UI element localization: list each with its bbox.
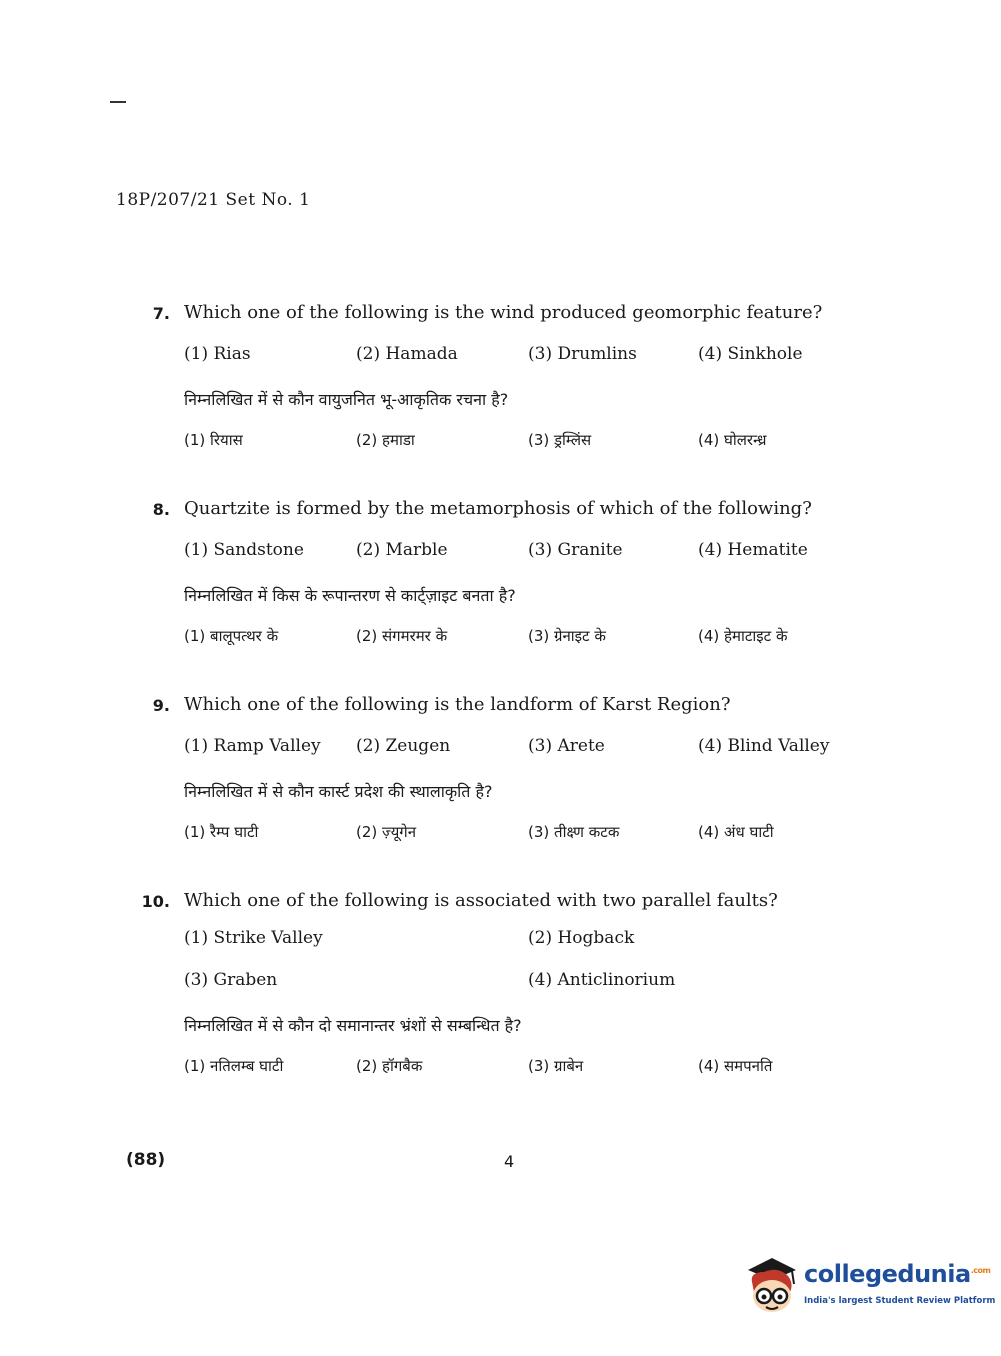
question-7 — [136, 302, 856, 460]
page-number: 4 — [504, 1152, 515, 1171]
option-3-hindi: (3) ग्रेनाइट के — [528, 627, 606, 645]
brand-tagline: India's largest Student Review Platform — [804, 1296, 996, 1306]
option-1-hindi: (1) रियास — [184, 431, 243, 449]
options-english-row-2 — [136, 970, 856, 1000]
options-english-row-1 — [136, 928, 856, 958]
collegedunia-watermark — [742, 1252, 996, 1316]
options-hindi — [136, 430, 856, 460]
option-2: (2) Hogback — [528, 928, 635, 948]
question-9 — [136, 694, 856, 852]
question-text-hindi: निम्नलिखित में से कौन कार्स्ट प्रदेश की स्थालाकृति है? — [184, 782, 493, 801]
option-1-hindi: (1) बालूपत्थर के — [184, 627, 279, 645]
question-text-hindi: निम्नलिखित में से कौन वायुजनित भू-आकृतिक रचना है? — [184, 390, 509, 409]
option-1: (1) Rias — [184, 344, 251, 364]
option-1-hindi: (1) नतिलम्ब घाटी — [184, 1057, 284, 1075]
question-text-hindi: निम्नलिखित में किस के रूपान्तरण से कार्ट्ज़ाइट बनता है? — [184, 586, 516, 605]
question-text-english: Which one of the following is associated with two parallel faults? — [184, 890, 778, 911]
question-number: 7. — [152, 304, 170, 323]
question-text-english: Quartzite is formed by the metamorphosis of which of the following? — [184, 498, 812, 519]
options-english — [136, 736, 856, 766]
question-number: 9. — [152, 696, 170, 715]
option-1: (1) Ramp Valley — [184, 736, 321, 756]
option-2: (2) Zeugen — [356, 736, 451, 756]
corner-mark — [110, 101, 126, 103]
brand-name: collegedunia$^{.com}$ — [804, 1260, 991, 1288]
option-3-hindi: (3) ड्रम्लिंस — [528, 431, 592, 449]
options-english — [136, 540, 856, 570]
option-4: (4) Blind Valley — [698, 736, 830, 756]
option-3: (3) Graben — [184, 970, 278, 990]
option-1: (1) Strike Valley — [184, 928, 323, 948]
option-4-hindi: (4) हेमाटाइट के — [698, 627, 788, 645]
question-text-hindi: निम्नलिखित में से कौन दो समानान्तर भ्रंशों से सम्बन्धित है? — [184, 1016, 522, 1035]
option-3: (3) Drumlins — [528, 344, 637, 364]
option-2-hindi: (2) ज़्यूगेन — [356, 823, 417, 841]
question-8 — [136, 498, 856, 656]
options-hindi — [136, 626, 856, 656]
option-3: (3) Granite — [528, 540, 623, 560]
option-4: (4) Hematite — [698, 540, 808, 560]
option-4-hindi: (4) अंध घाटी — [698, 823, 774, 841]
options-english — [136, 344, 856, 374]
option-2-hindi: (2) हमाडा — [356, 431, 415, 449]
option-1: (1) Sandstone — [184, 540, 304, 560]
mascot-icon — [742, 1252, 802, 1316]
option-4-hindi: (4) घोलरन्ध्र — [698, 431, 767, 449]
brand-suffix: .com — [970, 1266, 991, 1275]
option-1-hindi: (1) रैम्प घाटी — [184, 823, 259, 841]
option-2: (2) Hamada — [356, 344, 458, 364]
booklet-code: (88) — [126, 1150, 166, 1170]
option-4-hindi: (4) समपनति — [698, 1057, 773, 1075]
option-2-hindi: (2) संगमरमर के — [356, 627, 448, 645]
paper-code: 18P/207/21 Set No. 1 — [116, 190, 311, 210]
options-hindi — [136, 822, 856, 852]
question-number: 8. — [152, 500, 170, 519]
question-text-english: Which one of the following is the landform of Karst Region? — [184, 694, 731, 715]
option-3-hindi: (3) ग्राबेन — [528, 1057, 584, 1075]
question-10 — [136, 890, 856, 1086]
option-4: (4) Sinkhole — [698, 344, 803, 364]
option-3: (3) Arete — [528, 736, 605, 756]
options-hindi — [136, 1056, 856, 1086]
option-3-hindi: (3) तीक्ष्ण कटक — [528, 823, 620, 841]
option-2: (2) Marble — [356, 540, 448, 560]
question-text-english: Which one of the following is the wind produced geomorphic feature? — [184, 302, 823, 323]
option-2-hindi: (2) हॉगबैक — [356, 1057, 423, 1075]
option-4: (4) Anticlinorium — [528, 970, 676, 990]
question-number: 10. — [141, 892, 170, 911]
